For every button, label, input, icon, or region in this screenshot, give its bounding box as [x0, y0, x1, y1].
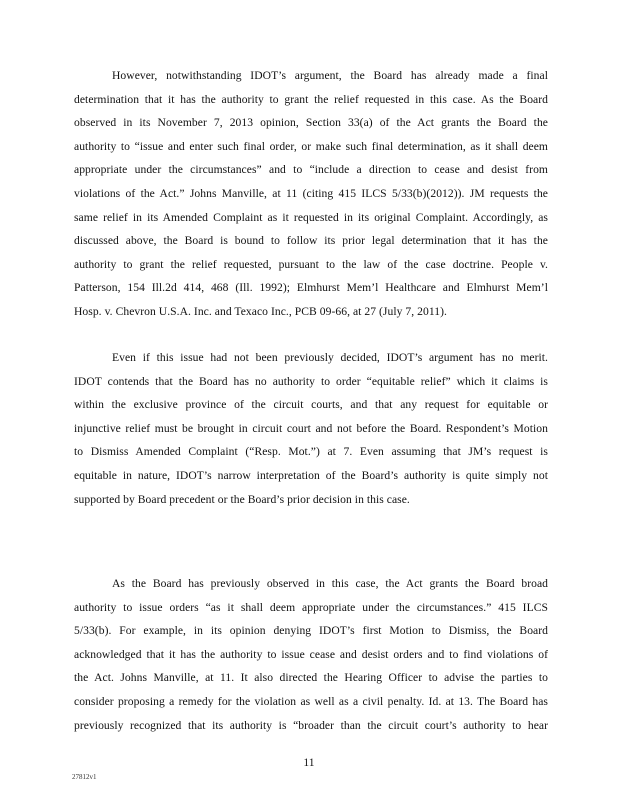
- text-line: Even if this issue had not been previously decided, IDOT’s argument has no merit.: [112, 351, 548, 364]
- paragraph-3: [74, 572, 548, 737]
- text-line: determination that it has the authority to grant the relief requested in this case. As the Board: [74, 92, 548, 106]
- text-line: equitable in nature, IDOT’s narrow interpretation of the Board’s authority is quite simply not: [74, 468, 548, 482]
- footer-document-code: 27812v1: [72, 773, 97, 781]
- text-line: Hosp. v. Chevron U.S.A. Inc. and Texaco Inc., PCB 09-66, at 27 (July 7, 2011).: [74, 304, 447, 318]
- text-line: observed in its November 7, 2013 opinion, Section 33(a) of the Act grants the Board the: [74, 116, 548, 130]
- text-line: acknowledged that it has the authority to issue cease and desist orders and to find violations of: [74, 647, 548, 661]
- text-line: discussed above, the Board is bound to follow its prior legal determination that it has the: [74, 234, 548, 248]
- text-line: However, notwithstanding IDOT’s argument, the Board has already made a final: [112, 69, 548, 82]
- text-line: violations of the Act.” Johns Manville, at 11 (citing 415 ILCS 5/33(b)(2012)). JM requests the: [74, 186, 548, 200]
- text-line: 5/33(b). For example, in its opinion denying IDOT’s first Motion to Dismiss, the Board: [74, 624, 548, 638]
- text-line: injunctive relief must be brought in circuit court and not before the Board. Respondent’s Motion: [74, 421, 548, 435]
- text-line: appropriate under the circumstances” and to “include a direction to cease and desist from: [74, 163, 548, 177]
- text-line: same relief in its Amended Complaint as it requested in its original Complaint. Accordingly, as: [74, 210, 548, 224]
- text-line: As the Board has previously observed in this case, the Act grants the Board broad: [112, 577, 548, 590]
- paragraph-1: [74, 64, 548, 324]
- text-line: to Dismiss Amended Complaint (“Resp. Mot.”) at 7. Even assuming that JM’s request is: [74, 445, 548, 459]
- text-line: Patterson, 154 Ill.2d 414, 468 (Ill. 1992); Elmhurst Mem’l Healthcare and Elmhurst Mem’l: [74, 281, 548, 295]
- text-line: consider proposing a remedy for the violation as well as a civil penalty. Id. at 13. The Board has: [74, 694, 548, 708]
- text-line: authority to “issue and enter such final order, or make such final determination, as it shall deem: [74, 139, 548, 153]
- text-line: the Act. Johns Manville, at 11. It also directed the Hearing Officer to advise the parties to: [74, 671, 548, 685]
- text-line: IDOT contends that the Board has no authority to order “equitable relief” which it claims is: [74, 374, 548, 388]
- page-number: 11: [303, 756, 315, 769]
- text-line: within the exclusive province of the circuit courts, and that any request for equitable or: [74, 398, 548, 412]
- text-line: previously recognized that its authority is “broader than the circuit court’s authority to hear: [74, 718, 548, 732]
- paragraph-2: [74, 346, 548, 511]
- text-line: supported by Board precedent or the Board’s prior decision in this case.: [74, 492, 410, 506]
- text-line: authority to issue orders “as it shall deem appropriate under the circumstances.” 415 ILCS: [74, 600, 548, 614]
- text-line: authority to grant the relief requested, pursuant to the law of the case doctrine. People v.: [74, 257, 548, 271]
